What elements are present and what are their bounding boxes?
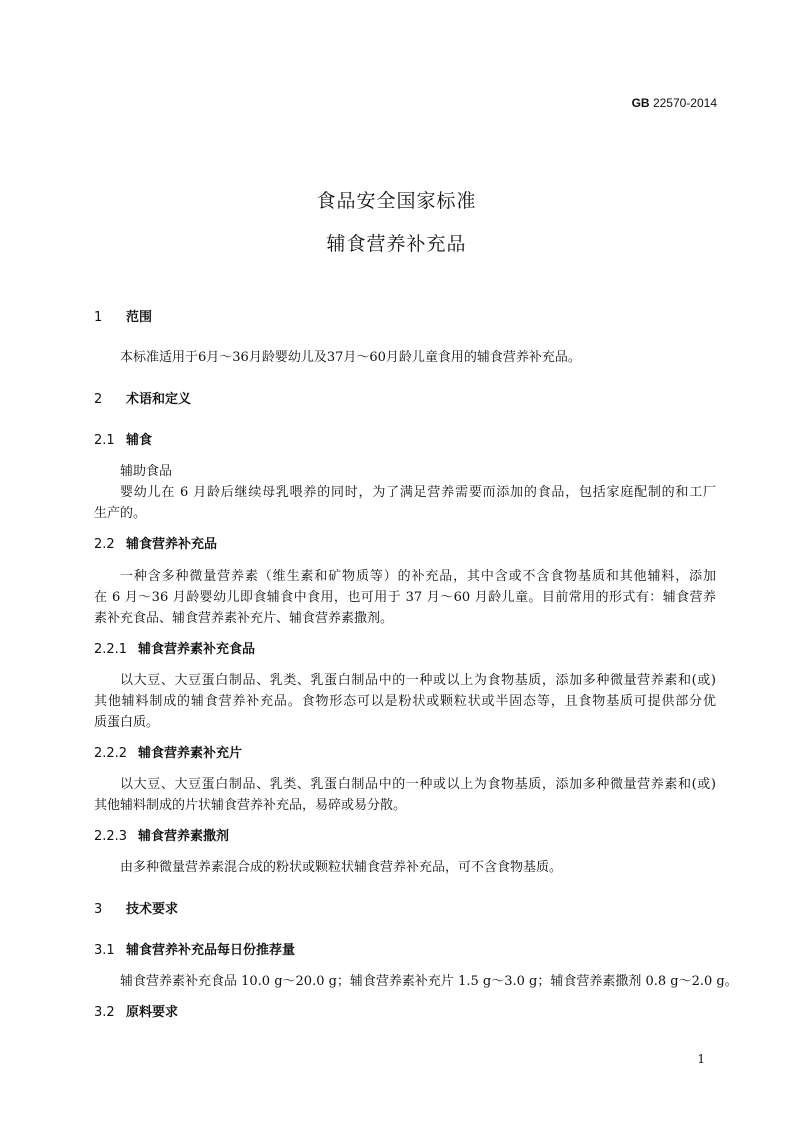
section-number: 2.2 (94, 537, 115, 552)
section-2-2-2-heading (94, 742, 242, 761)
section-title: 辅食营养补充品 (126, 537, 218, 552)
section-2-2-1-heading (94, 638, 255, 657)
page-number: 1 (697, 1052, 705, 1066)
section-title: 范围 (126, 310, 153, 325)
section-number: 2.1 (94, 433, 115, 448)
recommended-amount-line: 辅食营养素补充食品 10.0 g～20.0 g；辅食营养素补充片 1.5 g～3.0 g；辅食营养素撒剂 0.8 g～2.0 g。 (120, 974, 738, 989)
term-alias: 辅助食品 (120, 464, 173, 479)
section-number: 2.2.3 (94, 829, 128, 844)
section-title: 辅食 (126, 433, 153, 448)
document-title: 食品安全国家标准 (316, 190, 477, 212)
section-number: 2.2.2 (94, 746, 128, 761)
section-1-heading (94, 306, 152, 325)
section-1-paragraph: 本标准适用于6月～36月龄婴幼儿及37月～60月龄儿童食用的辅食营养补充品。 (120, 350, 581, 365)
section-title: 原料要求 (126, 1005, 179, 1020)
definition-line: 其他辅料制成的辅食营养补充品。食物形态可以是粉状或颗粒状或半固态等，且食物基质可提供部分优 (94, 694, 716, 709)
section-number: 2 (94, 392, 103, 407)
section-2-2-3-heading (94, 825, 229, 844)
section-title: 辅食营养素补充食品 (138, 642, 256, 657)
definition-line: 由多种微量营养素混合成的粉状或颗粒状辅食营养补充品，可不含食物基质。 (120, 860, 563, 875)
standard-number: 22570-2014 (652, 96, 717, 110)
section-title: 辅食营养素撒剂 (138, 829, 230, 844)
section-number: 3.1 (94, 943, 115, 958)
definition-line: 以大豆、大豆蛋白制品、乳类、乳蛋白制品中的一种或以上为食物基质，添加多种微量营养素和(或) (120, 777, 716, 792)
document-subtitle: 辅食营养补充品 (326, 233, 467, 255)
section-3-heading (94, 898, 178, 917)
section-title: 辅食营养补充品每日份推荐量 (126, 943, 296, 958)
standard-code (632, 96, 717, 110)
section-title: 技术要求 (126, 902, 179, 917)
definition-line: 质蛋白质。 (94, 715, 160, 730)
definition-line: 生产的。 (94, 506, 147, 521)
section-2-2-heading (94, 533, 217, 552)
section-3-2-heading (94, 1001, 178, 1020)
section-2-heading (94, 388, 191, 407)
standard-prefix: GB (631, 96, 650, 110)
section-2-1-heading (94, 429, 152, 448)
definition-line: 一种含多种微量营养素（维生素和矿物质等）的补充品，其中含或不含食物基质和其他辅料，添加 (120, 569, 716, 584)
definition-line: 在 6 月～36 月龄婴幼儿即食辅食中食用，也可用于 37 月～60 月龄儿童。目前常用的形式有：辅食营养 (94, 590, 716, 605)
definition-line: 素补充食品、辅食营养素补充片、辅食营养素撒剂。 (94, 611, 394, 626)
definition-line: 以大豆、大豆蛋白制品、乳类、乳蛋白制品中的一种或以上为食物基质，添加多种微量营养素和(或) (120, 673, 716, 688)
section-title: 术语和定义 (126, 392, 192, 407)
section-title: 辅食营养素补充片 (138, 746, 243, 761)
section-number: 3.2 (94, 1005, 115, 1020)
section-3-1-heading (94, 939, 295, 958)
section-number: 3 (94, 902, 103, 917)
definition-line: 其他辅料制成的片状辅食营养补充品，易碎或易分散。 (94, 798, 407, 813)
definition-line: 婴幼儿在 6 月龄后继续母乳喂养的同时，为了满足营养需要而添加的食品，包括家庭配制的和工厂 (120, 485, 716, 500)
section-number: 1 (94, 310, 103, 325)
section-number: 2.2.1 (94, 642, 128, 657)
